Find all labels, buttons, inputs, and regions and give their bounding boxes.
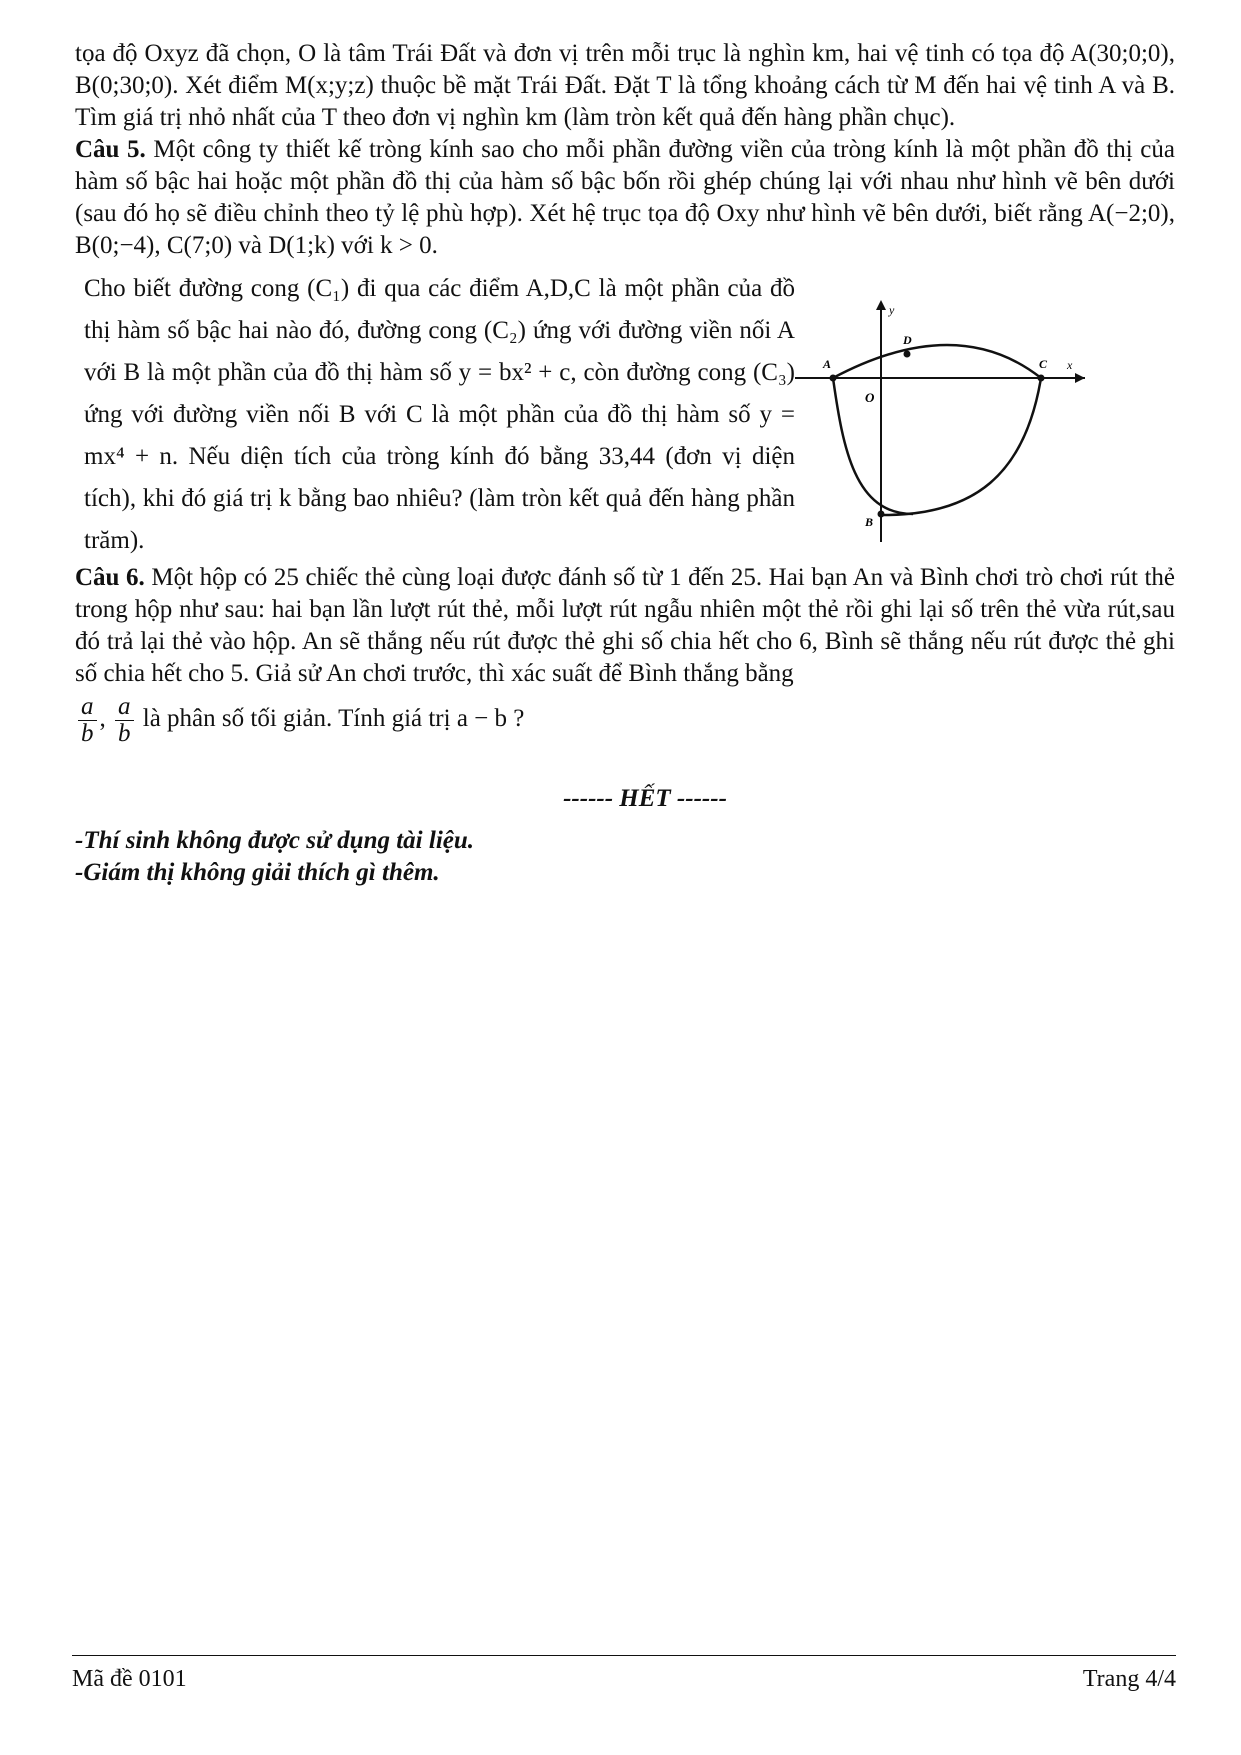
question-5	[75, 134, 1175, 262]
question-5-body-row	[75, 268, 1175, 562]
question-5-text: Một công ty thiết kế tròng kính sao cho mỗi phần đường viền của tròng kính là một phần đồ thị của hàm số bậc hai hoặc một phần đồ thị của hàm số bậc bốn rồi ghép chúng lại với nhau như hình vẽ bên dưới (sau đó họ sẽ điều chỉnh theo tỷ lệ phù hợp). Xét hệ trục tọa độ Oxy như hình vẽ bên dưới, biết rằng A(−2;0), B(0;−4), C(7;0) và D(1;k) với k > 0.	[75, 136, 1175, 259]
page-footer	[72, 1655, 1176, 1693]
curve-c3	[881, 378, 1041, 515]
fraction-a-over-b-2: $\frac{a}{b}$	[115, 694, 134, 747]
x-axis-arrow-icon	[1075, 373, 1085, 383]
label-y: y	[889, 303, 895, 317]
end-mark: ------ HẾT ------	[563, 785, 727, 812]
label-c: C	[1039, 357, 1048, 371]
question-5-body-text: Cho biết đường cong (C₁) đi qua các điểm A,D,C là một phần của đồ thị hàm số bậc hai nào đó, đường cong (C₂) ứng với đường viền nối A với B là một phần của đồ thị hàm số y = bx² + c, còn đường cong (C₃) ứng với đường viền nối B với C là một phần của đồ thị hàm số y = mx⁴ + n. Nếu diện tích của tròng kính đó bằng 33,44 (đơn vị diện tích), khi đó giá trị k bằng	[84, 275, 795, 512]
question-6-tail: là phân số tối giản. Tính giá trị a − b ?	[142, 705, 525, 733]
label-d: D	[903, 333, 912, 347]
point-d	[904, 351, 911, 358]
question-6	[75, 562, 1175, 690]
label-a: A	[823, 357, 832, 371]
question-5-label: Câu 5.	[75, 136, 146, 163]
y-axis-arrow-icon	[876, 300, 886, 310]
question-6-label: Câu 6.	[75, 564, 145, 591]
curve-c1	[833, 345, 1041, 378]
page-number: Trang 4/4	[1082, 1666, 1176, 1692]
exam-code: Mã đề 0101	[72, 1666, 187, 1692]
note-2: -Giám thị không giải thích gì thêm.	[75, 859, 440, 886]
point-a	[830, 375, 837, 382]
label-x: x	[1067, 358, 1073, 372]
label-b: B	[865, 515, 874, 529]
fraction-a-over-b: $\frac{a}{b}$	[78, 694, 97, 747]
point-b	[878, 511, 885, 518]
question-5-tail: bao nhiêu? (làm tròn kết quả đến hàng phần trăm).	[84, 485, 795, 554]
lens-figure	[795, 294, 1175, 544]
question-6-fraction-line: $\frac{a}{b}$ , $\frac{a}{b}$ là phân số tối giản. Tính giá trị a − b ?	[75, 694, 1175, 747]
point-c	[1038, 375, 1045, 382]
question-5-body	[75, 268, 795, 562]
question-6-text: Một hộp có 25 chiếc thẻ cùng loại được đánh số từ 1 đến 25. Hai bạn An và Bình chơi trò chơi rút thẻ trong hộp như sau: hai bạn lần lượt rút thẻ, mỗi lượt rút ngẫu nhiên một thẻ rồi ghi lại số trên thẻ vừa rút,sau đó trả lại thẻ vào hộp. An sẽ thắng nếu rút được thẻ ghi số chia hết cho 6, Bình sẽ thắng nếu rút được thẻ ghi số chia hết cho 5. Giả sử An chơi trước, thì xác suất để Bình thắng bằng	[75, 564, 1176, 687]
note-1: -Thí sinh không được sử dụng tài liệu.	[75, 827, 475, 854]
page-content	[75, 38, 1175, 889]
label-origin: O	[865, 390, 875, 405]
intro-paragraph: tọa độ Oxyz đã chọn, O là tâm Trái Đất và đơn vị trên mỗi trục là nghìn km, hai vệ tinh có tọa độ A(30;0;0), B(0;30;0). Xét điểm M(x;y;z) thuộc bề mặt Trái Đất. Đặt T là tổng khoảng cách từ M đến hai vệ tinh A và B. Tìm giá trị nhỏ nhất của T theo đơn vị nghìn km (làm tròn kết quả đến hàng phần chục).	[75, 40, 1175, 131]
